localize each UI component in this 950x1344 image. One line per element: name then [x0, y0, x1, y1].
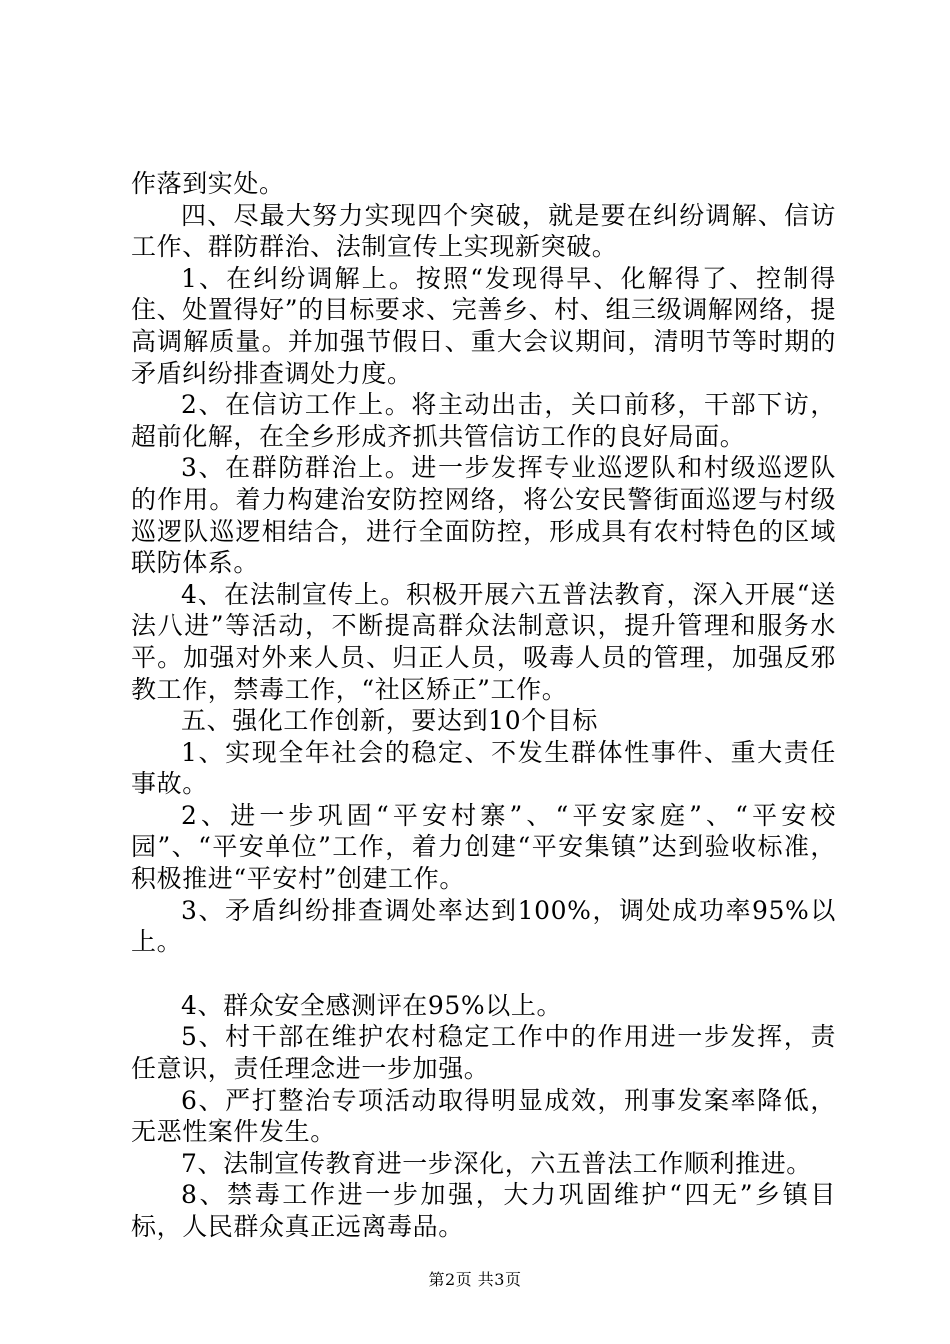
paragraph-continuation: 作落到实处。 [131, 169, 285, 198]
goal-item-8: 8、禁毒工作进一步加强，大力巩固维护“四无”乡镇目标，人民群众真正远离毒品。 [131, 1180, 836, 1241]
goal-item-5: 5、村干部在维护农村稳定工作中的作用进一步发挥，责任意识，责任理念进一步加强。 [131, 1022, 836, 1084]
goal-item-2: 2、进一步巩固“平安村寨”、“平安家庭”、“平安校园”、“平安单位”工作，着力创建“平安集镇”达到验收标准，积极推进“平安村”创建工作。 [131, 800, 836, 894]
goal-item-1: 1、实现全年社会的稳定、不发生群体性事件、重大责任事故。 [131, 737, 836, 799]
item-legal-publicity: 4、在法制宣传上。积极开展六五普法教育，深入开展“送法八进”等活动，不断提高群众法制意识，提升管理和服务水平。加强对外来人员、归正人员，吸毒人员的管理，加强反邪教工作，禁毒工作，“社区矫正”工作。 [131, 579, 836, 704]
document-body [131, 168, 836, 1243]
section-heading-five: 五、强化工作创新，要达到10个目标 [181, 706, 599, 736]
page-number-footer: 第2页 共3页 [428, 1270, 522, 1289]
item-group-prevention: 3、在群防群治上。进一步发挥专业巡逻队和村级巡逻队的作用。着力构建治安防控网络，将公安民警街面巡逻与村级巡逻队巡逻相结合，进行全面防控，形成具有农村特色的区域联防体系。 [131, 453, 836, 578]
item-petition-work: 2、在信访工作上。将主动出击，关口前移，干部下访，超前化解，在全乡形成齐抓共管信访工作的良好局面。 [131, 390, 836, 451]
goal-item-7: 7、法制宣传教育进一步深化，六五普法工作顺利推进。 [181, 1148, 812, 1178]
goal-item-6: 6、严打整治专项活动取得明显成效，刑事发案率降低，无恶性案件发生。 [131, 1085, 836, 1147]
section-heading-four: 四、尽最大努力实现四个突破，就是要在纠纷调解、信访工作、群防群治、法制宣传上实现新突破。 [131, 200, 836, 262]
item-dispute-mediation: 1、在纠纷调解上。按照“发现得早、化解得了、控制得住、处置得好”的目标要求、完善乡、村、组三级调解网络，提高调解质量。并加强节假日、重大会议期间，清明节等时期的矛盾纠纷排查调处力度。 [131, 263, 836, 388]
goal-item-4: 4、群众安全感测评在95%以上。 [181, 990, 563, 1020]
goal-item-3: 3、矛盾纠纷排查调处率达到100%，调处成功率95%以上。 [131, 895, 836, 957]
